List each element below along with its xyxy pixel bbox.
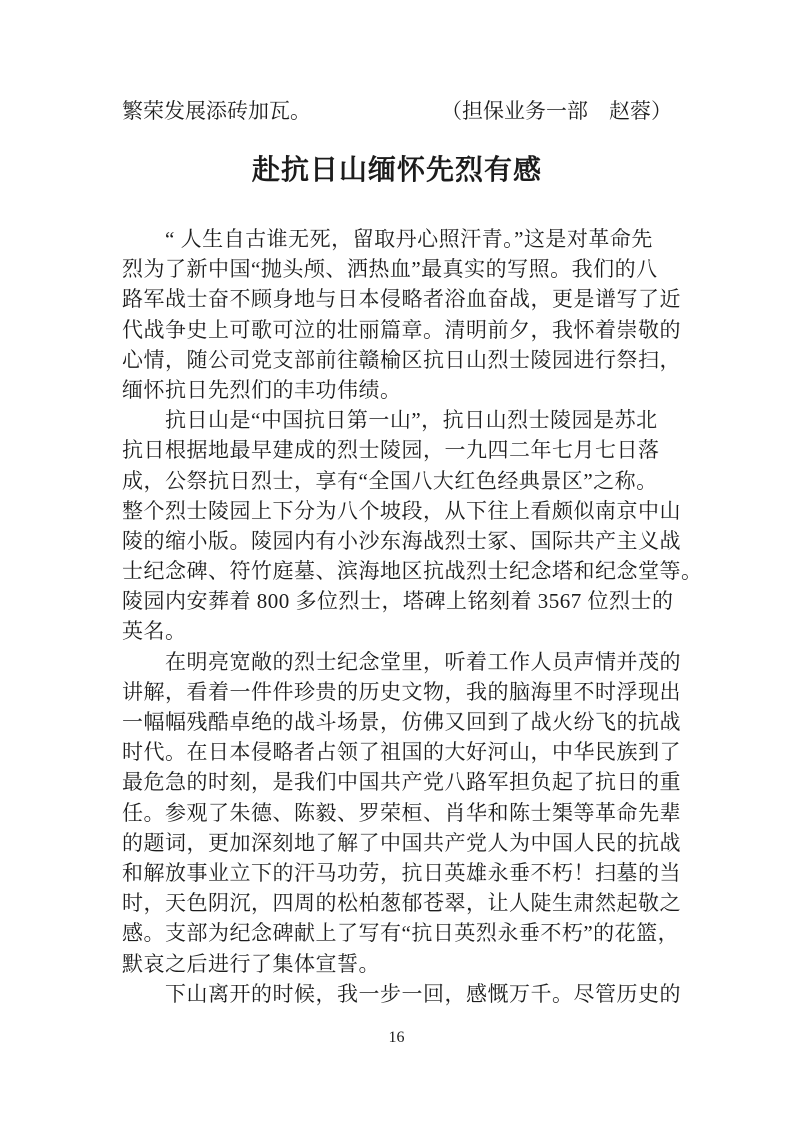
closing-sentence: 繁荣发展添砖加瓦。 (122, 99, 311, 123)
text-line: 烈为了新中国“抛头颅、洒热血”最真实的写照。我们的八 (122, 257, 658, 282)
text-line: 抗日根据地最早建成的烈士陵园，一九四二年七月七日落 (122, 438, 660, 463)
text-line: 抗日山是“中国抗日第一山”，抗日山烈士陵园是苏北 (165, 408, 658, 433)
text-line: 代战争史上可歌可泣的壮丽篇章。清明前夕，我怀着崇敬的 (122, 317, 681, 342)
paragraph (122, 405, 703, 647)
article-body (122, 224, 703, 1009)
text-line: 任。参观了朱德、陈毅、罗荣桓、肖华和陈士榘等革命先辈 (122, 800, 681, 825)
text-line: 的题词，更加深刻地了解了中国共产党人为中国人民的抗战 (122, 830, 681, 855)
text-line: 默哀之后进行了集体宣誓。 (122, 951, 380, 976)
author-attribution: （担保业务一部 赵蓉） (441, 99, 672, 123)
text-line: 路军战士奋不顾身地与日本侵略者浴血奋战，更是谱写了近 (122, 287, 681, 312)
text-line: 下山离开的时候，我一步一回，感慨万千。尽管历史的 (165, 981, 681, 1006)
text-line: 士纪念碑、符竹庭墓、滨海地区抗战烈士纪念塔和纪念堂等。 (122, 559, 703, 584)
text-line: 心情，随公司党支部前往赣榆区抗日山烈士陵园进行祭扫， (122, 347, 681, 372)
text-line: 和解放事业立下的汗马功劳，抗日英雄永垂不朽！扫墓的当 (122, 860, 681, 885)
text-line: 时代。在日本侵略者占领了祖国的大好河山，中华民族到了 (122, 740, 681, 765)
text-line: 陵的缩小版。陵园内有小沙东海战烈士冢、国际共产主义战 (122, 528, 681, 553)
previous-article-ending (122, 98, 672, 124)
paragraph (122, 979, 681, 1009)
text-line: “ 人生自古谁无死，留取丹心照汗青。”这是对革命先 (165, 227, 653, 251)
paragraph (122, 224, 681, 405)
page-number: 16 (388, 1029, 405, 1046)
text-line: 成，公祭抗日烈士，享有“全国八大红色经典景区”之称。 (122, 468, 658, 493)
text-line: 英名。 (122, 619, 187, 644)
text-line: 陵园内安葬着 800 多位烈士，塔碑上铭刻着 3567 位烈士的 (122, 589, 674, 614)
page-content (122, 98, 703, 1009)
paragraph (122, 647, 681, 979)
text-line: 时，天色阴沉，四周的松柏葱郁苍翠，让人陡生肃然起敬之 (122, 891, 681, 916)
text-line: 整个烈士陵园上下分为八个坡段，从下往上看颇似南京中山 (122, 498, 681, 523)
text-line: 感。支部为纪念碑献上了写有“抗日英烈永垂不朽”的花篮， (122, 921, 680, 946)
text-line: 一幅幅残酷卓绝的战斗场景，仿佛又回到了战火纷飞的抗战 (122, 710, 681, 734)
text-line: 讲解，看着一件件珍贵的历史文物，我的脑海里不时浮现出 (122, 679, 681, 704)
text-line: 在明亮宽敞的烈士纪念堂里，听着工作人员声情并茂的 (165, 649, 681, 674)
text-line: 缅怀抗日先烈们的丰功伟绩。 (122, 377, 402, 402)
text-line: 最危急的时刻，是我们中国共产党八路军担负起了抗日的重 (122, 770, 681, 795)
article-title: 赴抗日山缅怀先烈有感 (251, 153, 542, 186)
